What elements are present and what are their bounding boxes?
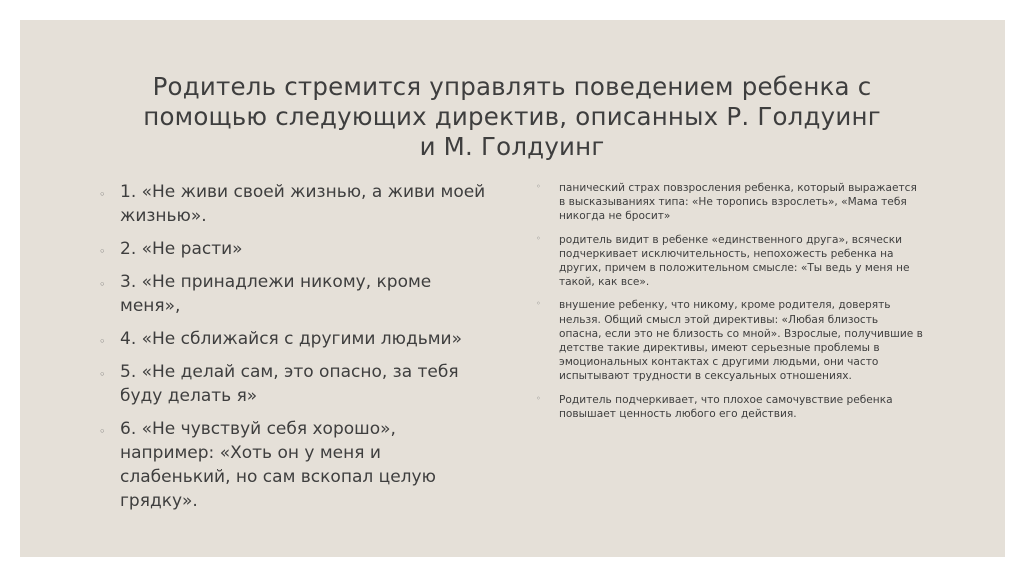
directive-text: 6. «Не чувствуй себя хорошо», например: «Хоть он у меня и слабенький, но сам вскопал целую грядку». bbox=[120, 419, 436, 511]
bullet-icon: ◦ bbox=[99, 245, 106, 258]
list-item bbox=[98, 360, 493, 408]
directive-text: 2. «Не расти» bbox=[120, 239, 243, 259]
directive-text: 5. «Не делай сам, это опасно, за тебя буду делать я» bbox=[120, 362, 459, 406]
bullet-icon: ◦ bbox=[99, 278, 106, 291]
list-item bbox=[98, 417, 493, 513]
bullet-icon: ◦ bbox=[99, 368, 106, 381]
list-item bbox=[98, 180, 493, 228]
list-item bbox=[98, 270, 493, 318]
explanation-text: Родитель подчеркивает, что плохое самочувствие ребенка повышает ценность любого его действия. bbox=[559, 393, 893, 420]
list-item bbox=[98, 237, 493, 261]
list-item bbox=[98, 327, 493, 351]
list-item bbox=[534, 233, 924, 290]
bullet-icon: ◦ bbox=[536, 233, 541, 243]
bullet-icon: ◦ bbox=[536, 393, 541, 403]
bullet-icon: ◦ bbox=[99, 188, 106, 201]
list-item bbox=[534, 393, 924, 421]
slide-title: Родитель стремится управлять поведением ребенка с помощью следующих директив, описанных Р. Голдуинг и М. Голдуинг bbox=[143, 72, 881, 161]
explanation-text: панический страх повзросления ребенка, который выражается в высказываниях типа: «Не торопись взрослеть», «Мама тебя никогда не бросит» bbox=[559, 182, 917, 223]
directive-text: 4. «Не сближайся с другими людьми» bbox=[120, 329, 463, 349]
bullet-icon: ◦ bbox=[99, 335, 106, 348]
explanation-text: внушение ребенку, что никому, кроме родителя, доверять нельзя. Общий смысл этой директивы: «Любая близость опасна, если это не близость со мной». Взрослые, получившие в детстве такие директивы, имеют серьезные проблемы в эмоциональных контактах с другими людьми, они часто испытывают трудности в сексуальных отношениях. bbox=[559, 299, 923, 383]
bullet-icon: ◦ bbox=[536, 299, 541, 309]
bullet-icon: ◦ bbox=[536, 182, 541, 191]
list-item bbox=[534, 298, 924, 383]
explanations-list bbox=[534, 181, 924, 430]
directives-list bbox=[98, 180, 493, 522]
slide bbox=[20, 20, 1005, 557]
directive-text: 1. «Не живи своей жизнью, а живи моей жизнью». bbox=[120, 182, 486, 226]
bullet-icon: ◦ bbox=[99, 425, 106, 438]
directive-text: 3. «Не принадлежи никому, кроме меня», bbox=[120, 272, 432, 316]
list-item bbox=[534, 181, 924, 224]
explanation-text: родитель видит в ребенке «единственного друга», всячески подчеркивает исключительность, непохожесть ребенка на других, причем в положительном смысле: «Ты ведь у меня не такой, как все». bbox=[559, 233, 910, 289]
